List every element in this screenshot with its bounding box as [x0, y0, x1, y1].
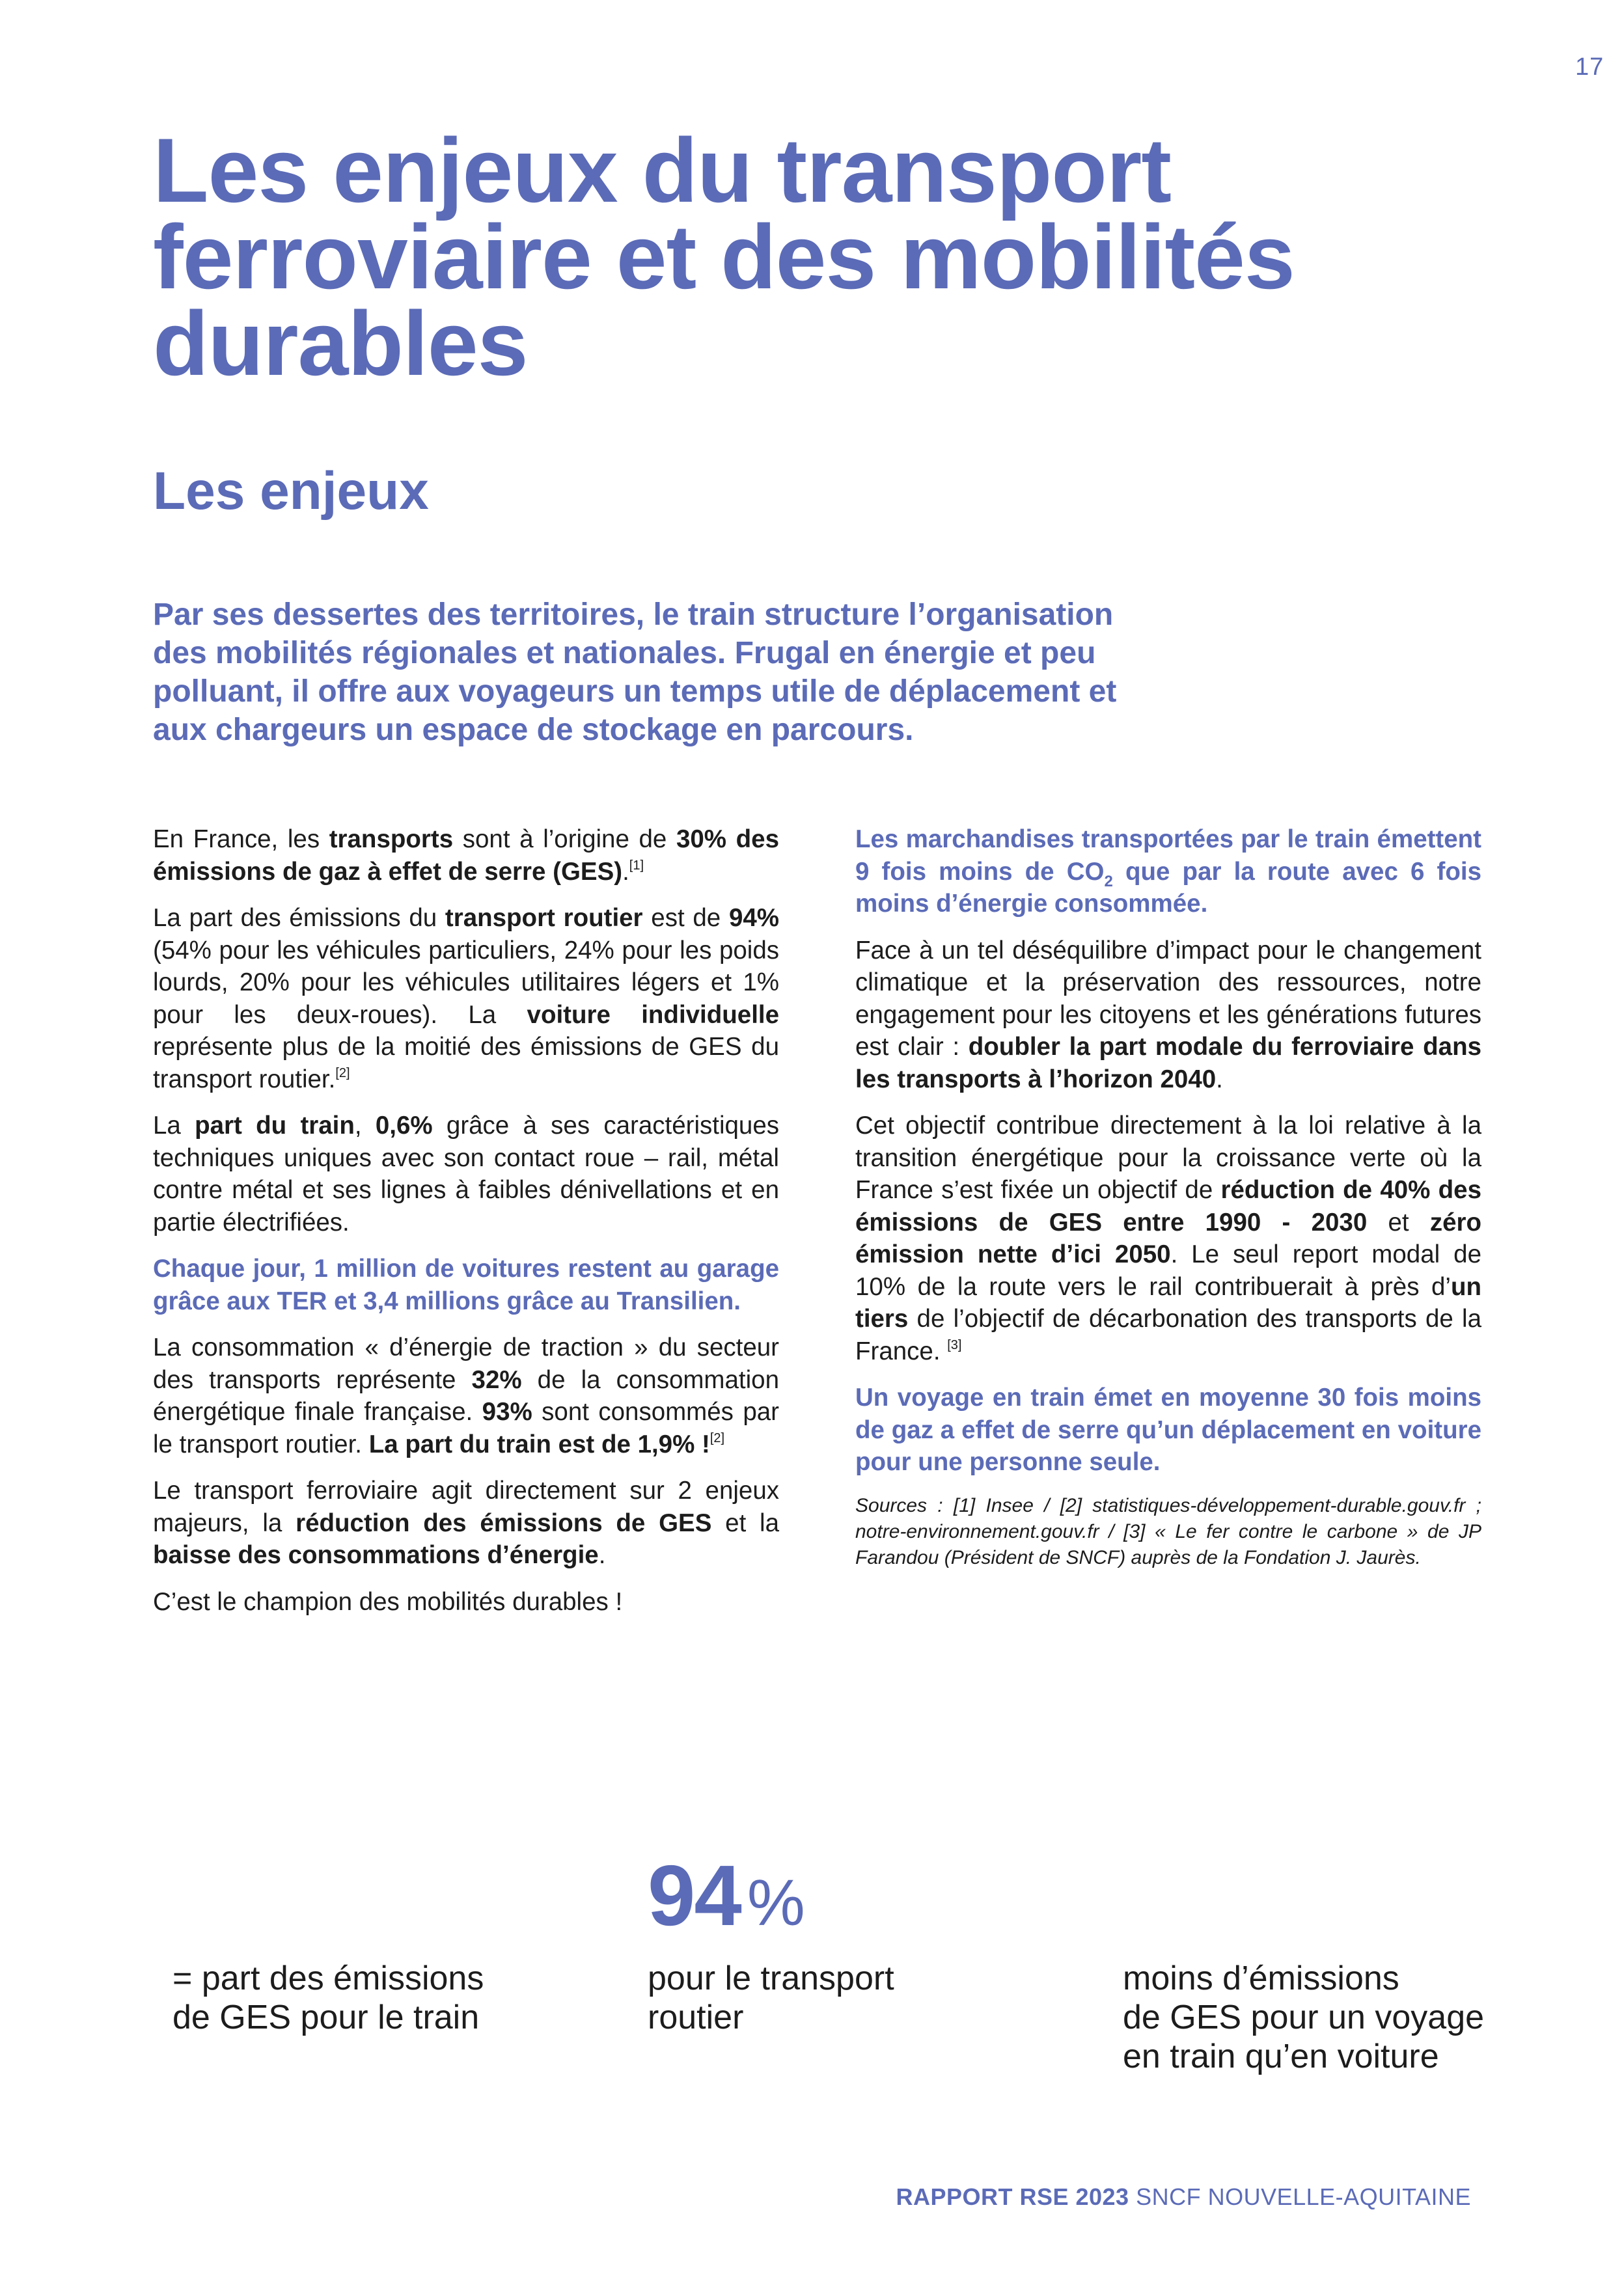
footnote-ref: [2] [335, 1065, 350, 1080]
paragraph: La consommation « d’énergie de traction » du secteur des transports représente 32% de la consommation énergétique finale française. 93% sont consommés par le transport routier. La part du train est de 1,9% ![2] [153, 1333, 779, 1458]
stat-value: 94 % [648, 1848, 804, 1943]
footer: RAPPORT RSE 2023 SNCF NOUVELLE-AQUITAINE [896, 2183, 1471, 2210]
paragraph: Face à un tel déséquilibre d’impact pour le changement climatique et la préservation des ressources, notre engagement pour les citoyens et les générations futures est clair : doubler la part modale du ferroviaire dans les transports à l’horizon 2040. [855, 936, 1481, 1093]
page-number: 17 [1575, 53, 1604, 81]
paragraph: C’est le champion des mobilités durables ! [153, 1587, 623, 1616]
highlight-paragraph: Un voyage en train émet en moyenne 30 fois moins de gaz a effet de serre qu’un déplacement en voiture pour une personne seule. [855, 1384, 1481, 1476]
paragraph: La part du train, 0,6% grâce à ses caractéristiques techniques uniques avec son contact roue – rail, métal contre métal et ses lignes à faibles dénivellations et en partie électrifiées. [153, 1112, 779, 1237]
section-title: Les enjeux [153, 461, 429, 521]
right-column [855, 823, 1481, 1585]
highlight-paragraph: Les marchandises transportées par le train émettent 9 fois moins de $CO_2$ que par la route avec 6 fois moins d’énergie consommée. [855, 825, 1481, 918]
stat-caption-ges: moins d’émissions de GES pour un voyage en train qu’en voiture [1123, 1960, 1485, 2075]
sources-note: Sources : [1] Insee / [2] statistiques-développement-durable.gouv.fr ; notre-environnement.gouv.fr / [3] « Le fer contre le carbone » de JP Farandou (Président de SNCF) auprès de la Fondation J. Jaurès. [855, 1494, 1481, 1568]
page-title: Les enjeux du transport ferroviaire et des mobilités durables [153, 119, 1295, 394]
stat-caption-road: pour le transport routier [648, 1960, 894, 2036]
paragraph: Cet objectif contribue directement à la loi relative à la transition énergétique pour la croissance verte où la France s’est fixée un objectif de réduction de 40% des émissions de GES entre 1990 - 2030 et zéro émission nette d’ici 2050. Le seul report modal de 10% de la route vers le rail contribuerait à près d’un tiers de l’objectif de décarbonation des transports de la France. [3] [855, 1112, 1481, 1365]
stat-unit: % [747, 1866, 804, 1939]
stat-caption-train: = part des émissions de GES pour le train [172, 1960, 484, 2036]
footnote-ref: [3] [947, 1337, 962, 1352]
highlight-paragraph: Chaque jour, 1 million de voitures restent au garage grâce aux TER et 3,4 millions grâce au Transilien. [153, 1255, 779, 1315]
footnote-ref: [1] [629, 858, 644, 873]
intro-paragraph: Par ses dessertes des territoires, le train structure l’organisation des mobilités régionales et nationales. Frugal en énergie et peu polluant, il offre aux voyageurs un temps utile de déplacement et aux chargeurs un espace de stockage en parcours. [153, 597, 1117, 747]
paragraph: La part des émissions du transport routier est de 94% (54% pour les véhicules particuliers, 24% pour les poids lourds, 20% pour les véhicules utilitaires légers et 1% pour les deux-roues). La voiture individuelle représente plus de la moitié des émissions de GES du transport routier.[2] [153, 904, 780, 1093]
paragraph: Le transport ferroviaire agit directement sur 2 enjeux majeurs, la réduction des émissions de GES et la baisse des consommations d’énergie. [153, 1477, 779, 1569]
paragraph: En France, les transports sont à l’origine de 30% des émissions de gaz à effet de serre (GES).[1] [153, 825, 779, 886]
left-column [153, 823, 779, 1632]
footnote-ref: [2] [709, 1430, 725, 1445]
